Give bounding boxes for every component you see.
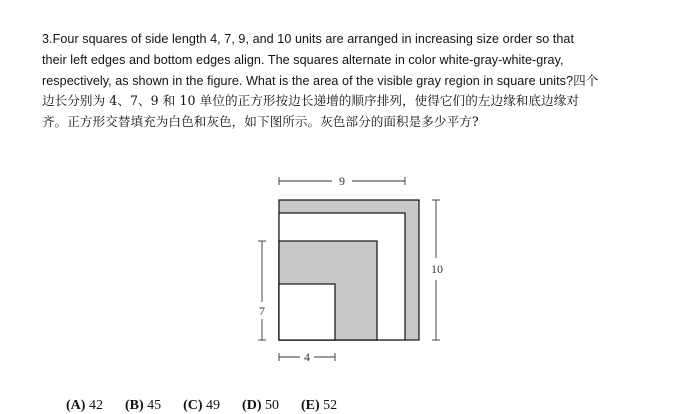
choice-d[interactable]: (D) 50: [242, 398, 279, 413]
dimension-label-bottom: 4: [304, 350, 310, 364]
dimension-bottom: [279, 350, 335, 364]
choice-c[interactable]: (C) 49: [183, 398, 221, 413]
dimension-label-left: 7: [259, 304, 265, 318]
dimension-label-right: 10: [431, 262, 443, 276]
answer-choices: [66, 398, 359, 414]
dimension-right: [431, 200, 443, 340]
square-4-white: [279, 284, 335, 340]
choice-b[interactable]: (B) 45: [124, 398, 162, 413]
problem-text-chinese: 四个边长分别为 4、7、9 和 10 单位的正方形按边长递增的顺序排列，使得它们的左边缘和底边缘对齐。正方形交替填充为白色和灰色，如下图所示。灰色部分的面积是多少平方?: [42, 72, 599, 130]
choice-a[interactable]: (A) 42: [66, 398, 103, 413]
choice-e[interactable]: (E) 52: [300, 398, 338, 413]
dimension-left: [258, 241, 266, 340]
dimension-label-top: 9: [339, 174, 345, 188]
problem-text-english: 3.Four squares of side length 4, 7, 9, and 10 units are arranged in increasing size order so that their left edges and bottom edges align. The squares alternate in color white-gray-white-gray, respectively, as shown in the figure. What is the area of the visible gray region in square units?: [42, 32, 575, 88]
dimension-top: [279, 174, 405, 188]
